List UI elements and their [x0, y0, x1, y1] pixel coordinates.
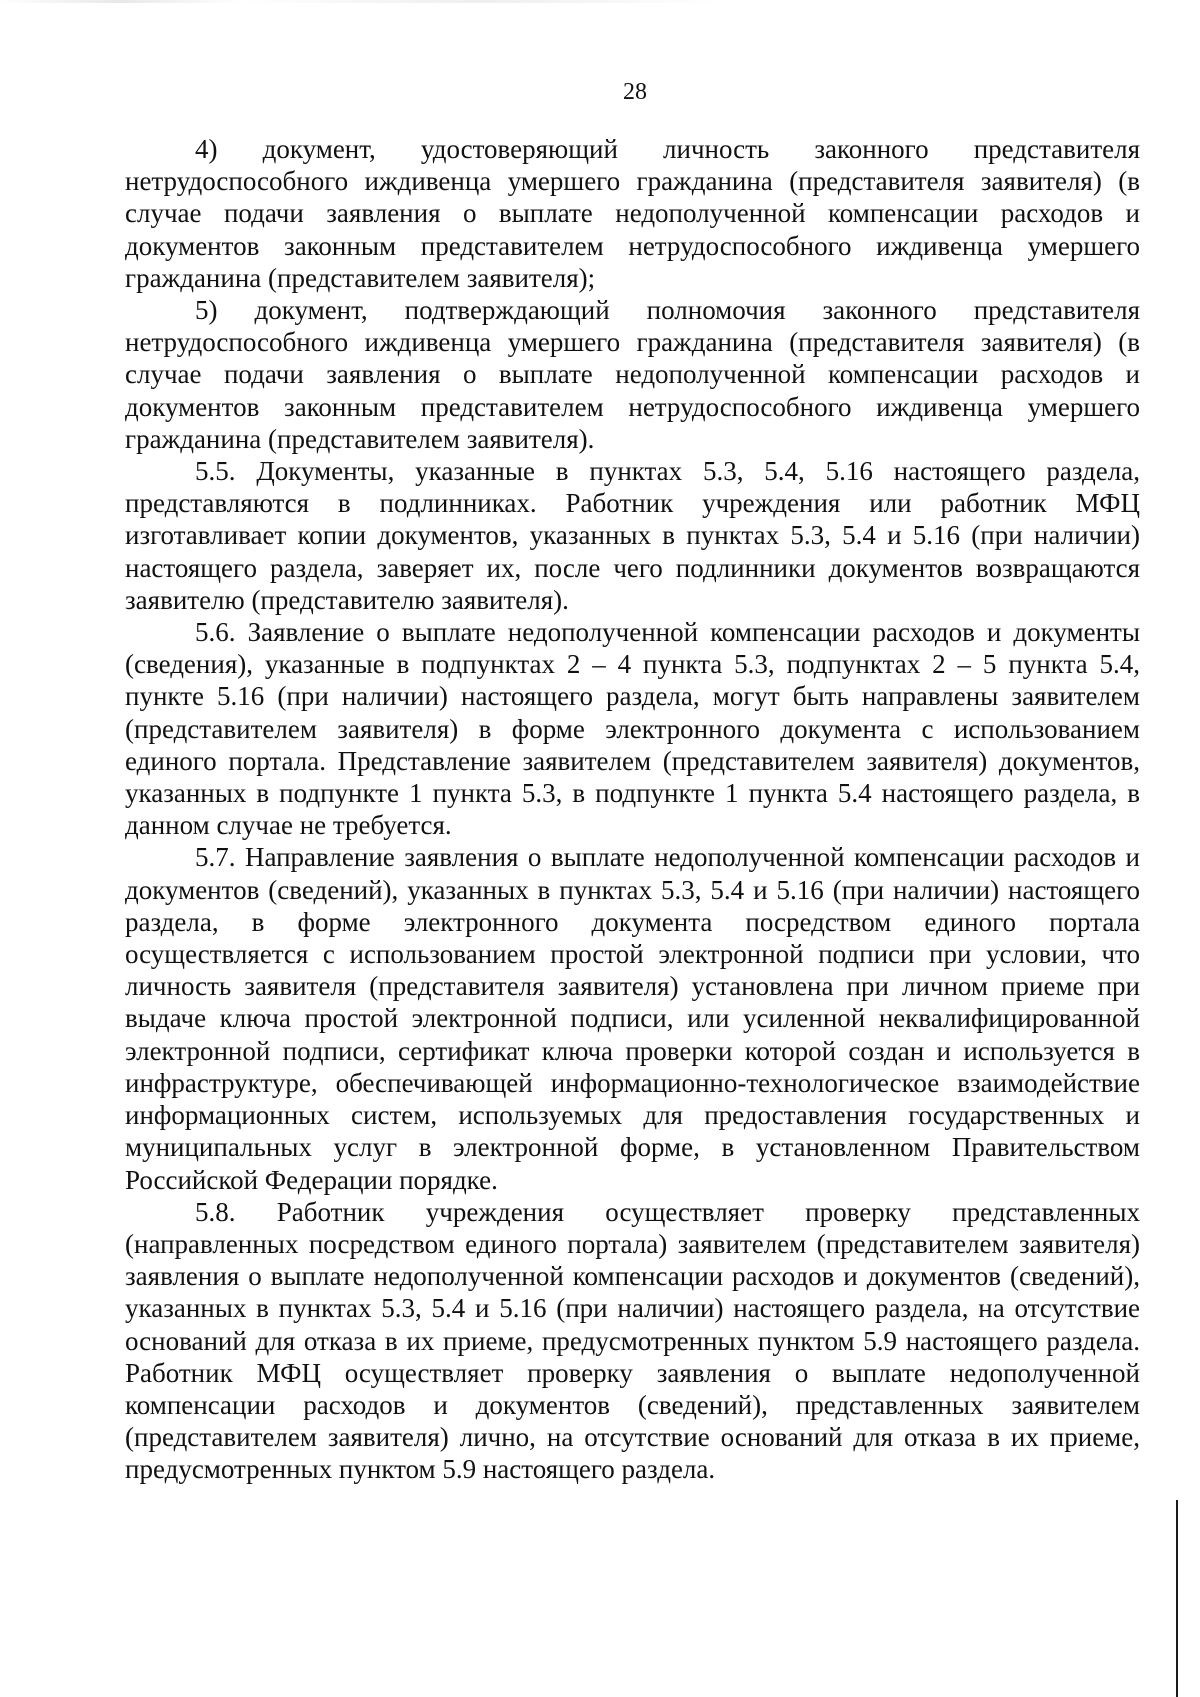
page-number: 28 — [623, 79, 647, 105]
paragraph-5-7: 5.7. Направление заявления о выплате недополученной компенсации расходов и документов (сведений), указанных в пунктах 5.3, 5.4 и 5.16 (при наличии) настоящего раздела, в форме электронного документа посредством единого портала осуществляется с использованием простой электронной подписи при условии, что личность заявителя (представителя заявителя) установлена при личном приеме при выдаче ключа простой электронной подписи, или усиленной неквалифицированной электронной подписи, сертификат ключа проверки которой создан и используется в инфраструктуре, обеспечивающей информационно-технологическое взаимодействие информационных систем, используемых для предоставления государственных и муниципальных услуг в электронной форме, в установленном Правительством Российской Федерации порядке. — [125, 842, 1140, 1195]
paragraph-item-5: 5) документ, подтверждающий полномочия законного представителя нетрудоспособного иждивенца умершего гражданина (представителя заявителя) (в случае подачи заявления о выплате недополученной компенсации расходов и документов законным представителем нетрудоспособного иждивенца умершего гражданина (представителем заявителя). — [125, 295, 1140, 454]
paragraph-5-5: 5.5. Документы, указанные в пунктах 5.3, 5.4, 5.16 настоящего раздела, представляются в подлинниках. Работник учреждения или работник МФЦ изготавливает копии документов, указанных в пунктах 5.3, 5.4 и 5.16 (при наличии) настоящего раздела, заверяет их, после чего подлинники документов возвращаются заявителю (представителю заявителя). — [125, 456, 1140, 615]
paragraph-item-4: 4) документ, удостоверяющий личность законного представителя нетрудоспособного иждивенца умершего гражданина (представителя заявителя) (в случае подачи заявления о выплате недополученной компенсации расходов и документов законным представителем нетрудоспособного иждивенца умершего гражданина (представителем заявителя); — [125, 134, 1140, 293]
paragraph-5-8: 5.8. Работник учреждения осуществляет проверку представленных (направленных посредством единого портала) заявителем (представителем заявителя) заявления о выплате недополученной компенсации расходов и документов (сведений), указанных в пунктах 5.3, 5.4 и 5.16 (при наличии) настоящего раздела, на отсутствие оснований для отказа в их приеме, предусмотренных пунктом 5.9 настоящего раздела. Работник МФЦ осуществляет проверку заявления о выплате недополученной компенсации расходов и документов (сведений), представленных заявителем (представителем заявителя) лично, на отсутствие оснований для отказа в их приеме, предусмотренных пунктом 5.9 настоящего раздела. — [125, 1196, 1140, 1485]
scan-edge — [0, 0, 1200, 3]
paragraph-5-6: 5.6. Заявление о выплате недополученной компенсации расходов и документы (сведения), указанные в подпунктах 2 – 4 пункта 5.3, подпунктах 2 – 5 пункта 5.4, пункте 5.16 (при наличии) настоящего раздела, могут быть направлены заявителем (представителем заявителя) в форме электронного документа с использованием единого портала. Представление заявителем (представителем заявителя) документов, указанных в подпункте 1 пункта 5.3, в подпункте 1 пункта 5.4 настоящего раздела, в данном случае не требуется. — [125, 617, 1140, 841]
document-body — [125, 133, 1140, 1486]
scan-border-line — [1176, 1500, 1178, 1697]
